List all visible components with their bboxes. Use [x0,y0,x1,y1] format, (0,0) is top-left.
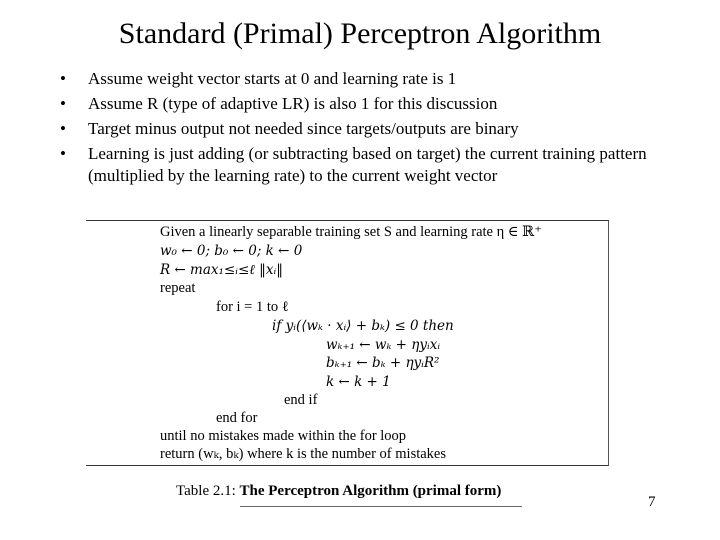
table-caption [176,481,501,501]
algorithm-line: repeat [160,280,196,296]
bullet-dot: • [60,144,66,163]
algorithm-box [86,220,609,466]
algorithm-line: bₖ₊₁ ← bₖ + ηyᵢR² [326,355,440,371]
algorithm-line: for i = 1 to ℓ [216,299,289,315]
caption-text: The Perceptron Algorithm (primal form) [239,483,502,499]
bullet-dot: • [60,69,66,88]
algorithm-line: Given a linearly separable training set S and learning rate η ∈ ℝ⁺ [160,224,542,240]
bullet-dot: • [60,94,66,113]
caption-rule [240,506,522,507]
slide-title: Standard (Primal) Perceptron Algorithm [118,17,602,50]
bullet-item [58,143,698,187]
caption-label: Table 2.1: [176,483,236,499]
bullet-dot: • [60,119,66,138]
bullet-item [58,93,698,115]
bullet-text: Target minus output not needed since targets/outputs are binary [88,119,519,138]
algorithm-line: k ← k + 1 [326,374,391,390]
algorithm-line: until no mistakes made within the for loop [160,428,407,444]
bullet-item [58,68,698,90]
bullet-text: Assume weight vector starts at 0 and learning rate is 1 [88,69,457,88]
algorithm-line: end for [216,410,258,426]
bullet-text: Learning is just adding (or subtracting based on target) the current training pattern (multiplied by the learning rate) to the current weight vector [88,144,647,185]
algorithm-line: wₖ₊₁ ← wₖ + ηyᵢxᵢ [326,337,441,353]
bullet-list [58,68,698,190]
bullet-text: Assume R (type of adaptive LR) is also 1 for this discussion [88,94,498,113]
bullet-item [58,118,698,140]
algorithm-line: end if [284,392,318,408]
algorithm-line: if yᵢ(⟨wₖ · xᵢ⟩ + bₖ) ≤ 0 then [272,318,454,334]
algorithm-line: return (wₖ, bₖ) where k is the number of mistakes [160,446,446,462]
algorithm-line: w₀ ← 0; b₀ ← 0; k ← 0 [160,243,303,259]
algorithm-line: R ← max₁≤ᵢ≤ℓ ‖xᵢ‖ [160,262,284,278]
page-number: 7 [648,494,656,510]
